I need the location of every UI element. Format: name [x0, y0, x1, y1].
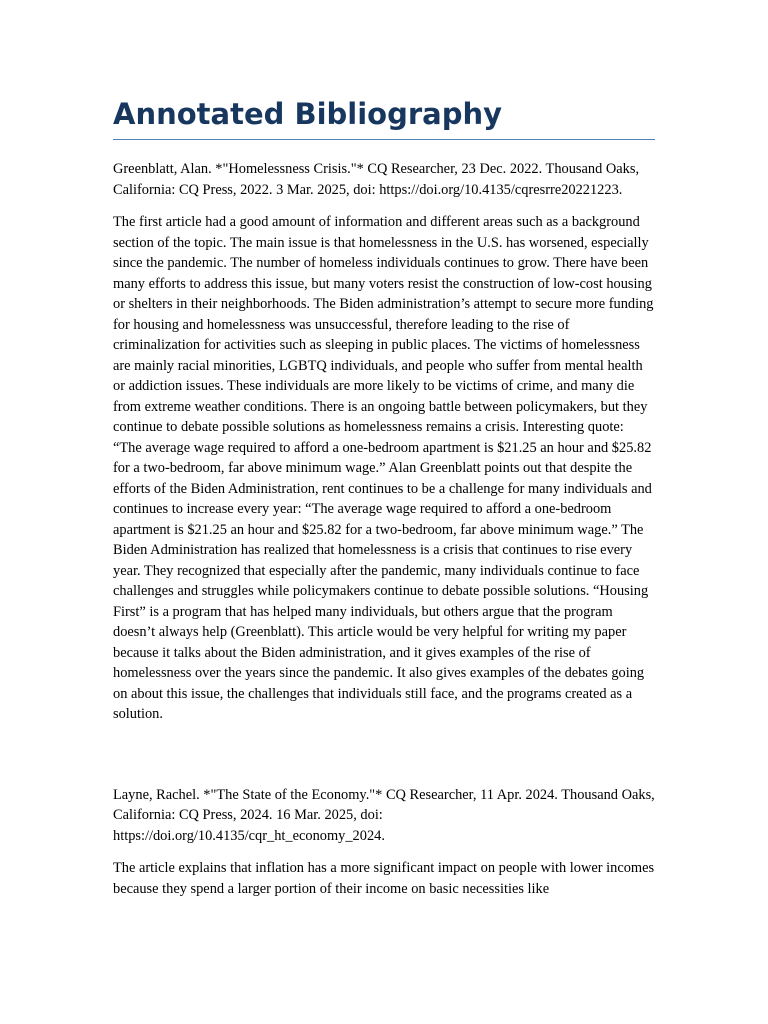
- annotation-layne: The article explains that inflation has a more significant impact on people with lower incomes because they spend a larger portion of their income on basic necessities like: [113, 860, 655, 897]
- annotation-greenblatt: The first article had a good amount of information and different areas such as a background section of the topic. The main issue is that homelessness in the U.S. has worsened, especially since the pandemic. The number of homeless individuals continues to grow. There have been many efforts to address this issue, but many voters resist the construction of low-cost housing or shelters in their neighborhoods. The Biden administration’s attempt to secure more funding for housing and homelessness was unsuccessful, therefore leading to the rise of criminalization for activities such as sleeping in public places. The victims of homelessness are mainly racial minorities, LGBTQ individuals, and people who suffer from mental health or addiction issues. These individuals are more likely to be victims of crime, and many die from extreme weather conditions. There is an ongoing battle between policymakers, but they continue to debate possible solutions as homelessness remains a crisis. Interesting quote: “The average wage required to afford a one-bedroom apartment is $21.25 an hour and $25.82 for a two-bedroom, far above minimum wage.” Alan Greenblatt points out that despite the efforts of the Biden Administration, rent continues to be a challenge for many individuals and continues to increase every year: “The average wage required to afford a one-bedroom apartment is $21.25 an hour and $25.82 for a two-bedroom, far above minimum wage.” The Biden Administration has realized that homelessness is a crisis that continues to rise every year. They recognized that especially after the pandemic, many individuals continue to face challenges and struggles while policymakers continue to debate possible solutions. “Housing First” is a program that has helped many individuals, but others argue that the program doesn’t always help (Greenblatt). This article would be very helpful for writing my paper because it talks about the Biden administration, and it gives examples of the rise of homelessness over the years since the pandemic. It also gives examples of the debates going on about this issue, the challenges that individuals still face, and the programs created as a solution.: [113, 214, 654, 722]
- paragraph-spacer: [113, 725, 655, 766]
- citation-greenblatt: Greenblatt, Alan. *"Homelessness Crisis."* CQ Researcher, 23 Dec. 2022. Thousand Oaks, California: CQ Press, 2022. 3 Mar. 2025, doi: https://doi.org/10.4135/cqresrre20221223.: [113, 161, 640, 198]
- document-page: [113, 94, 655, 899]
- citation-layne: Layne, Rachel. *"The State of the Economy."* CQ Researcher, 11 Apr. 2024. Thousand Oaks, California: CQ Press, 2024. 16 Mar. 2025, doi: https://doi.org/10.4135/cqr_ht_economy_2024.: [113, 786, 655, 844]
- document-title: Annotated Bibliography: [113, 94, 655, 140]
